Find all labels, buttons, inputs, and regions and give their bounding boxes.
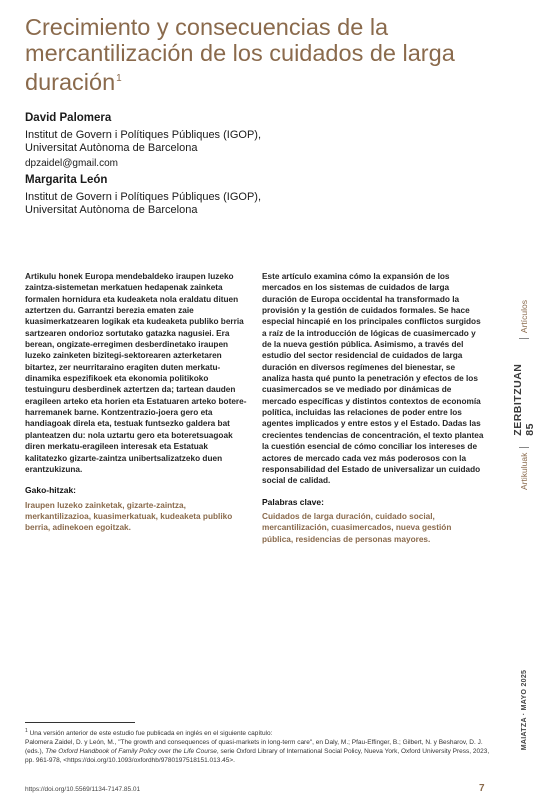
author-email[interactable]: dpzaidel@gmail.com: [25, 157, 118, 169]
side-journal-tab: [514, 300, 534, 490]
footnote-line-3[interactable]: , serie Oxford Library of International Social Policy, Nueva York, Oxford University Press, 2023, pp. 961-978, <https://doi.org/10.1093/oxfordhb/9780197518151.013.45>.: [25, 748, 490, 764]
page-number: 7: [479, 783, 485, 794]
side-label-basque: Artikuluak: [519, 452, 529, 490]
title-footnote-mark[interactable]: 1: [116, 73, 122, 84]
issue-date-tab: [514, 650, 534, 770]
author-name: David Palomera: [25, 112, 112, 124]
footnote-book-title: The Oxford Handbook of Family Policy over the Life Course: [45, 748, 217, 755]
article-title: [25, 14, 485, 95]
author-affiliation-line-1: Institut de Govern i Polítiques Públiques (IGOP),: [25, 190, 262, 203]
side-separator: [519, 447, 529, 448]
author-block-1: [25, 112, 261, 170]
abstract-spanish: Este artículo examina cómo la expansión de los mercados en los sistemas de cuidados de larga duración de Europa occidental ha transformado la provisión y la gestión de cuidados formales. Se hace especial hincapié en los principales conflictos surgidos a raíz de la introducción de lógicas de cuasimercado y de la nueva gestión pública. Asimismo, a través del estudio del sector residencial de cuidados de larga duración en diversos regímenes del bienestar, se analiza hasta qué punto la penetración y efectos de los cuasimercados se ve mediado por dinámicas de mercado específicas y distintos contextos de economía política, incluidas las relaciones de poder entre los agentes implicados y entre estos y el Estado. Dadas las crecientes tendencias de concentración, el texto plantea la cuestión esencial de cómo conciliar los intereses de actores de mercado cada vez más poderosos con la responsabilidad del Estado de universalizar un cuidado social de calidad.: [262, 272, 484, 486]
keywords-spanish: Cuidados de larga duración, cuidado social, mercantilización, cuasimercados, nueva gestión pública, residencias de personas mayores.: [262, 511, 452, 544]
issue-date-label: MAIATZA · MAYO 2025: [520, 669, 528, 751]
doi-link[interactable]: https://doi.org/10.5569/1134-7147.85.01: [25, 786, 141, 793]
author-affiliation-line-2: Universitat Autònoma de Barcelona: [25, 204, 198, 216]
side-journal-name: ZERBITZUAN 85: [512, 363, 536, 436]
article-title-text: Crecimiento y consecuencias de la mercantilización de los cuidados de larga duración: [25, 14, 455, 95]
keywords-spanish-heading: Palabras clave:: [262, 496, 324, 507]
side-journal-text: [514, 300, 534, 490]
abstract-basque-column: [25, 271, 251, 534]
side-separator: [519, 338, 529, 339]
author-affiliation-line-1: Institut de Govern i Polítiques Públiques (IGOP),: [25, 128, 262, 141]
footnote: [25, 727, 495, 765]
author-name: Margarita León: [25, 174, 108, 186]
side-label-spanish: Artículos: [519, 300, 529, 334]
author-affiliation-line-2: Universitat Autònoma de Barcelona: [25, 142, 198, 154]
footnote-divider: [25, 722, 135, 723]
footnote-line-2: Palomera Zaidel, D. y León, M., "The growth and consequences of quasi-markets in long-term care", en Daly, M.; Pfau-Effinger, B.; Gilbert, N. y Besharov, D. J. (eds.),: [25, 739, 483, 755]
author-block-2: [25, 174, 261, 218]
abstract-spanish-column: [262, 271, 484, 545]
abstract-basque: Artikulu honek Europa mendebaldeko iraupen luzeko zaintza-sistemetan merkatuen hedapenak zainketa formalen hornidura eta kudeaketa nola eraldatu dituen aztertzen du. Garrantzi berezia ematen zaie kuasimerkatzearen logikak eta kudeaketa publiko berria sartzearen ondorioz sortutako gatazka nagusiei. Era berean, ongizate-erregimen desberdinetako iraupen luzeko zainketen bizitegi-sektorearen azterketaren bitartez, zer neurritaraino eragiten duten merkatu-dinamika espezifikoek eta ekonomia politikoko testuinguru desberdinek aztertzen da; tartean dauden eragileen arteko eta horien eta Estatuaren arteko botere-harremanek barne. Kontzentrazio-joera gero eta handiagoak direla eta, testuak funtsezko galdera bat planteatzen du: nola uztartu gero eta boteretsuagoak diren merkatu-eragileen interesak eta Estatuak kalitatezko gizarte-zaintza unibertsalizatzeko duen erantzukizuna.: [25, 272, 247, 474]
keywords-basque: Iraupen luzeko zainketak, gizarte-zaintza, merkantilizazioa, kuasimerkatuak, kudeaketa publiko berria, adinekoen egoitzak.: [25, 500, 233, 533]
footnote-line-1: Una versión anterior de este estudio fue publicada en inglés en el siguiente capítulo:: [29, 730, 273, 737]
footnote-mark: 1: [25, 728, 28, 734]
keywords-basque-heading: Gako-hitzak:: [25, 485, 77, 496]
